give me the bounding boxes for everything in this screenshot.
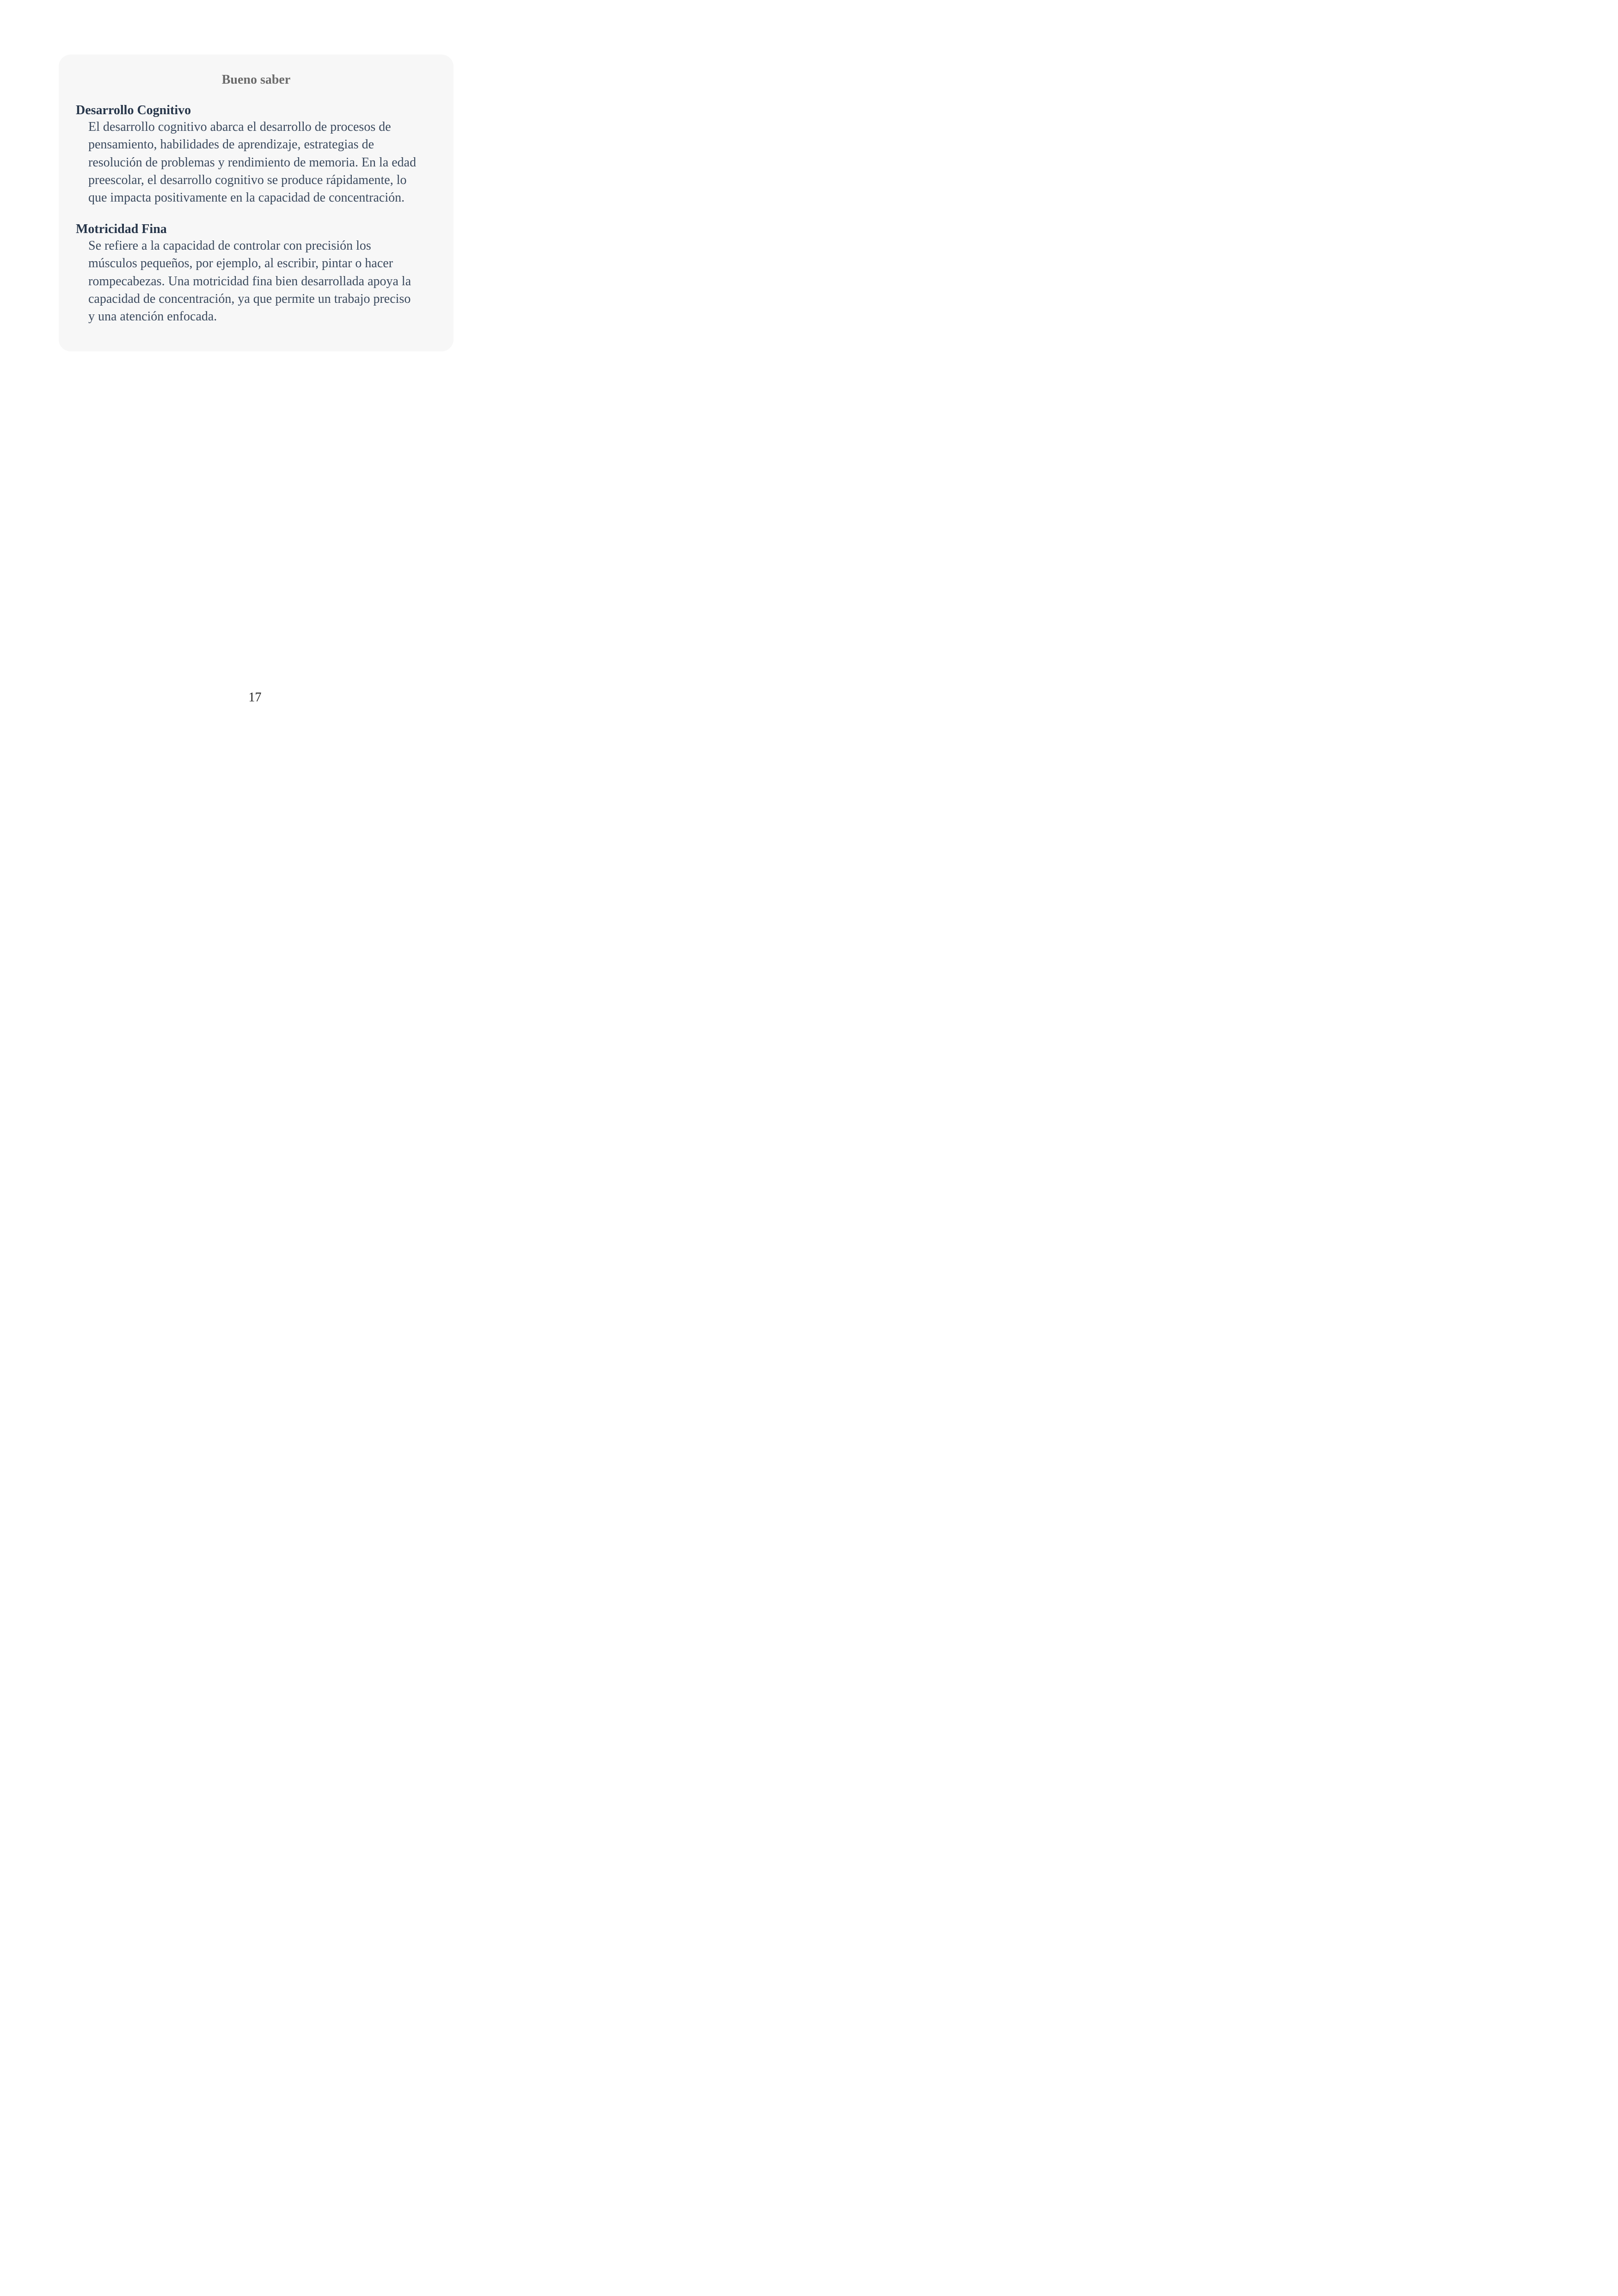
text-line: que impacta positivamente en la capacidad de concentración. bbox=[88, 190, 405, 205]
term-fine-motor-skills bbox=[76, 221, 435, 325]
text-line: rompecabezas. Una motricidad fina bien desarrollada apoya la bbox=[88, 274, 411, 289]
info-box bbox=[59, 55, 454, 351]
term-definition bbox=[76, 118, 435, 207]
text-line: preescolar, el desarrollo cognitivo se produce rápidamente, lo bbox=[88, 172, 407, 187]
text-line: capacidad de concentración, ya que permite un trabajo preciso bbox=[88, 291, 411, 306]
info-box-title: Bueno saber bbox=[221, 73, 291, 87]
page-number: 17 bbox=[248, 690, 262, 705]
term-definition bbox=[76, 237, 435, 325]
text-line: El desarrollo cognitivo abarca el desarrollo de procesos de bbox=[88, 120, 391, 134]
text-line: y una atención enfocada. bbox=[88, 309, 217, 324]
text-line: Se refiere a la capacidad de controlar con precisión los bbox=[88, 239, 371, 253]
text-line: músculos pequeños, por ejemplo, al escribir, pintar o hacer bbox=[88, 256, 393, 271]
term-cognitive-development bbox=[76, 103, 435, 207]
text-line: resolución de problemas y rendimiento de memoria. En la edad bbox=[88, 155, 417, 170]
term-heading: Desarrollo Cognitivo bbox=[76, 103, 191, 117]
text-line: pensamiento, habilidades de aprendizaje, estrategias de bbox=[88, 137, 374, 152]
term-heading: Motricidad Fina bbox=[76, 222, 167, 236]
